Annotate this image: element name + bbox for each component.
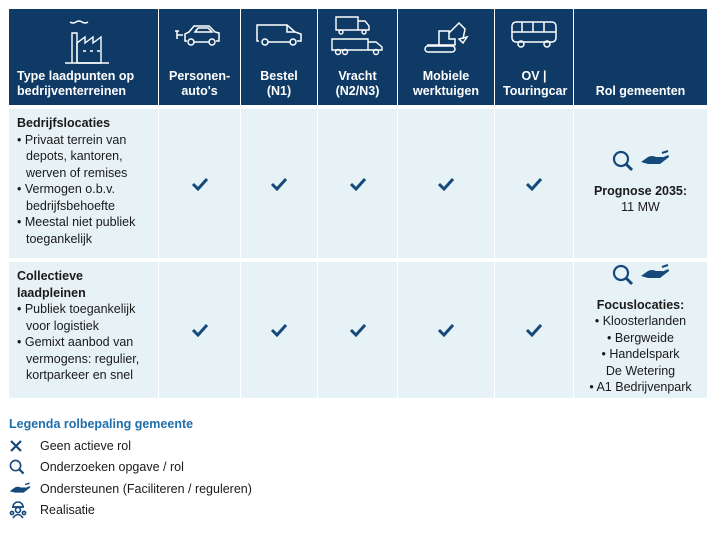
header-bestel: [240, 9, 317, 105]
table-row: [9, 109, 707, 258]
rol-heading: Prognose 2035:: [593, 183, 688, 198]
check-icon: [241, 323, 317, 337]
legend-item: [9, 500, 409, 522]
row-bullet: • Privaat terrein van depots, kantoren, werven of remises: [17, 132, 128, 180]
check-cell: [158, 109, 240, 258]
car-icon: [159, 19, 240, 49]
check-cell: [317, 109, 397, 258]
row-bullet: • Publiek toegankelijk voor logistiek: [17, 302, 136, 333]
header-mobiele-werktuigen-label: Mobiele werktuigen: [413, 69, 479, 98]
excavator-icon: [398, 19, 494, 55]
search-icon: [612, 264, 634, 291]
factory-icon: [9, 19, 158, 65]
check-icon: [398, 323, 494, 337]
check-cell: [158, 262, 240, 398]
check-cell: [397, 109, 494, 258]
header-vracht: [317, 9, 397, 105]
legend-item: [9, 435, 409, 457]
row-description: [9, 109, 158, 258]
check-cell: [240, 262, 317, 398]
rol-line: 11 MW: [621, 200, 660, 214]
check-icon: [159, 323, 240, 337]
row-bullet: • Gemixt aanbod van vermogens: regulier, kortparkeer en snel: [17, 335, 140, 382]
row-description: [9, 262, 158, 398]
check-cell: [317, 262, 397, 398]
x-icon: [9, 439, 31, 453]
check-icon: [318, 177, 397, 191]
row-title: Bedrijfslocaties: [17, 116, 111, 130]
legend-label: Realisatie: [40, 503, 95, 518]
header-ov-touringcar-label: OV | Touringcar: [503, 69, 568, 98]
rol-cell: [573, 262, 707, 398]
legend-item: [9, 457, 409, 479]
search-icon: [9, 459, 31, 475]
rol-line: • Kloosterlanden: [594, 314, 687, 328]
support-hand-icon: [640, 150, 670, 177]
rol-line: De Wetering: [605, 363, 676, 378]
legend: [9, 417, 409, 521]
legend-title: Legenda rolbepaling gemeente: [9, 417, 194, 431]
header-type: [9, 9, 158, 105]
truck-icon: [318, 15, 397, 57]
table-header: [9, 9, 707, 105]
van-icon: [241, 19, 317, 49]
check-cell: [494, 109, 573, 258]
rol-line: • A1 Bedrijvenpark: [589, 380, 692, 394]
support-hand-icon: [640, 264, 670, 291]
legend-item: [9, 478, 409, 500]
support-hand-icon: [9, 482, 31, 496]
rol-cell: [573, 109, 707, 258]
realisation-icon: [9, 501, 31, 519]
header-mobiele-werktuigen: [397, 9, 494, 105]
legend-label: Ondersteunen (Faciliteren / reguleren): [40, 481, 252, 496]
row-bullet: • Vermogen o.b.v. bedrijfsbehoefte: [17, 182, 115, 213]
search-icon: [612, 150, 634, 177]
check-icon: [318, 323, 397, 337]
charging-types-table: [9, 9, 707, 398]
rol-line: • Handelspark: [601, 347, 680, 361]
check-icon: [241, 177, 317, 191]
header-rol-label: Rol gemeenten: [595, 84, 686, 98]
check-icon: [398, 177, 494, 191]
header-bestel-label: Bestel (N1): [260, 69, 298, 98]
rol-heading: Focuslocaties:: [596, 297, 685, 312]
rol-line: • Bergweide: [607, 330, 674, 345]
legend-label: Geen actieve rol: [40, 438, 132, 453]
check-cell: [397, 262, 494, 398]
header-vracht-label: Vracht (N2/N3): [335, 69, 380, 98]
check-icon: [495, 323, 573, 337]
row-bullet: • Meestal niet publiek toegankelijk: [17, 215, 136, 246]
check-cell: [240, 109, 317, 258]
header-ov-touringcar: [494, 9, 573, 105]
header-rol: [573, 9, 707, 105]
check-cell: [494, 262, 573, 398]
check-icon: [495, 177, 573, 191]
row-title: Collectieve laadpleinen: [17, 269, 86, 300]
table-row: [9, 262, 707, 398]
check-icon: [159, 177, 240, 191]
header-personenautos-label: Personen-auto's: [169, 69, 231, 98]
header-type-label: Type laadpunten op bedrijventerreinen: [17, 69, 135, 98]
legend-label: Onderzoeken opgave / rol: [40, 460, 184, 475]
bus-icon: [495, 19, 573, 49]
header-personenautos: [158, 9, 240, 105]
